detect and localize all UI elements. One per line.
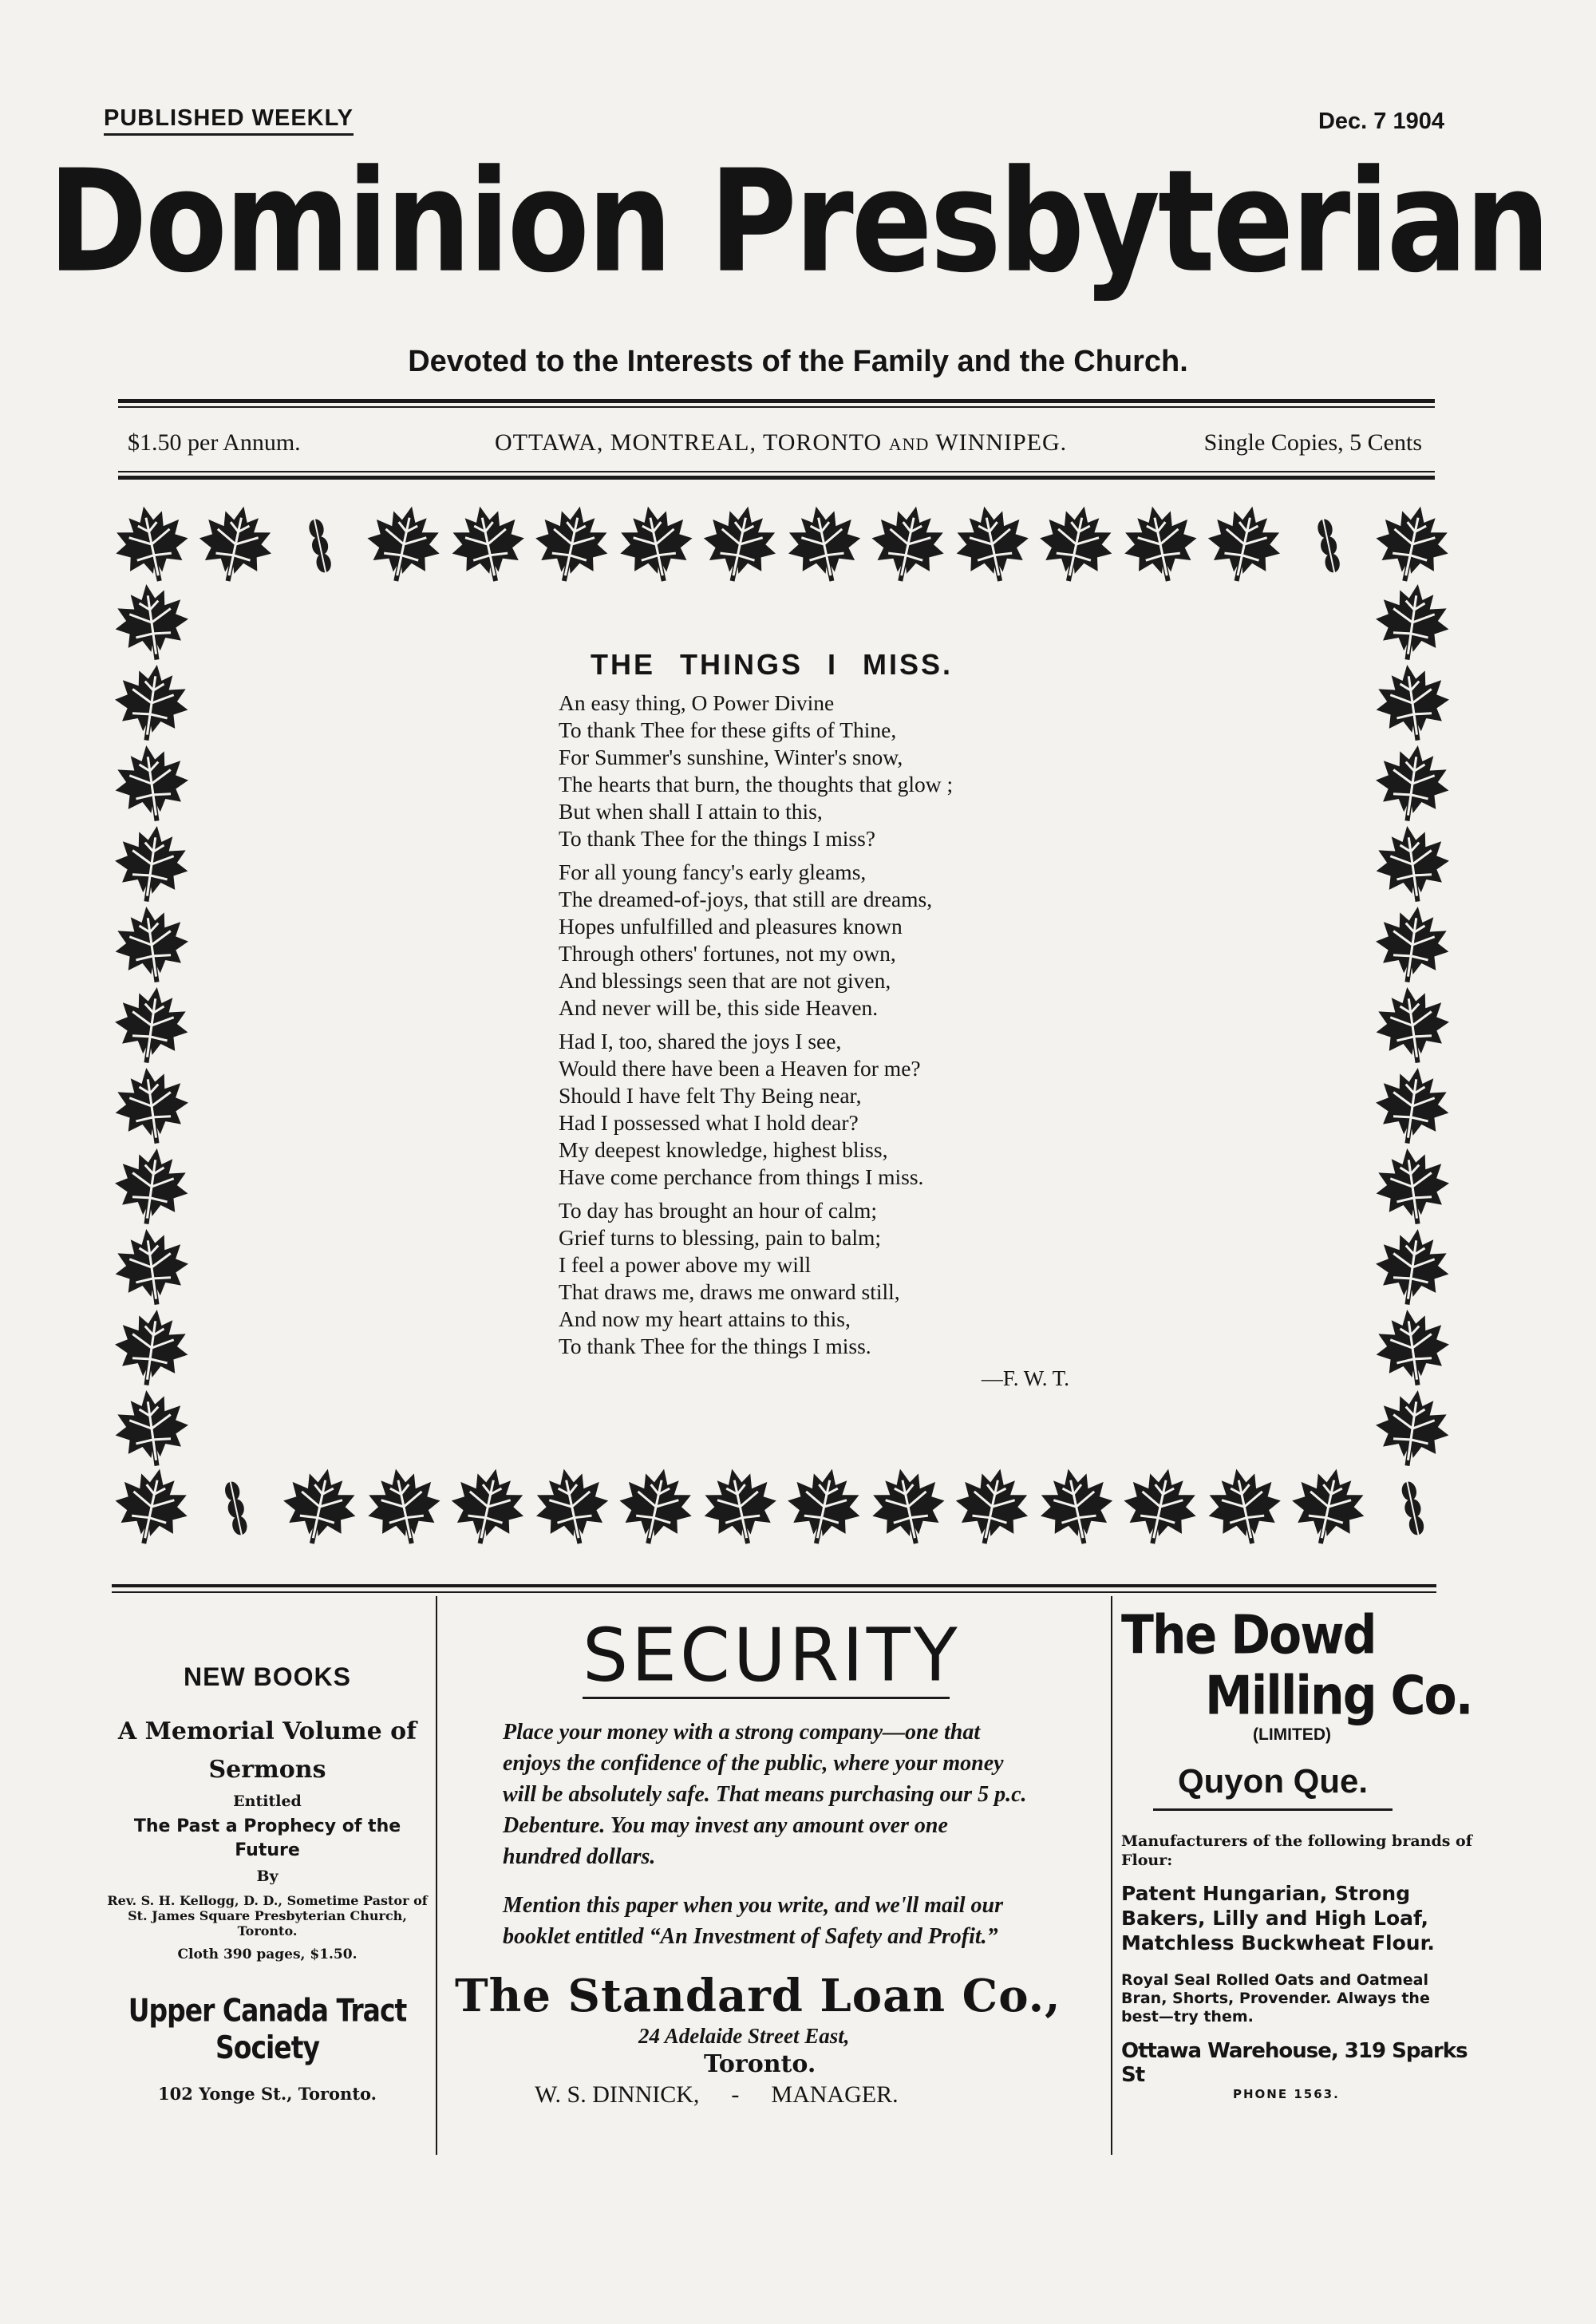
rule-top-2 — [118, 406, 1435, 408]
poem — [559, 648, 1117, 1391]
maple-leaf-ornament — [1373, 823, 1452, 905]
maple-leaf-ornament — [1203, 503, 1286, 587]
maple-leaf-ornament — [1373, 1306, 1452, 1389]
maple-seed-ornament — [222, 1479, 250, 1540]
rule-mid-1 — [118, 471, 1435, 472]
maple-leaf-ornament — [112, 903, 192, 986]
poem-line: To thank Thee for the things I miss. — [559, 1334, 871, 1358]
book-author: Rev. S. H. Kellogg, D. D., Sometime Pastor of St. James Square Presbyterian Church, Toronto. — [107, 1893, 428, 1939]
single-copy-price: Single Copies, 5 Cents — [1203, 429, 1422, 456]
maple-leaf-ornament — [112, 1065, 192, 1147]
maple-leaf-ornament — [361, 503, 445, 587]
maple-leaf-ornament — [112, 662, 192, 744]
loan-company-street: 24 Adelaide Street East, — [638, 2024, 850, 2048]
rule-top-1 — [118, 399, 1435, 403]
book-title: A Memorial Volume of Sermons — [117, 1717, 417, 1784]
maple-leaf-ornament — [112, 1387, 192, 1469]
maple-leaf-ornament — [1203, 1464, 1286, 1548]
poem-stanza-3 — [559, 1028, 1117, 1191]
poem-line: That draws me, draws me onward still, — [559, 1279, 900, 1304]
maple-leaf-ornament — [1373, 662, 1452, 744]
maple-leaf-ornament — [1373, 742, 1452, 824]
maple-seed-ornament — [1315, 516, 1343, 578]
poem-line: Have come perchance from things I miss. — [559, 1164, 924, 1189]
maple-leaf-ornament — [530, 1464, 614, 1548]
poem-line: Through others' fortunes, not my own, — [559, 941, 896, 966]
poem-author: —F. W. T. — [981, 1366, 1069, 1390]
maple-leaf-ornament — [1370, 503, 1452, 587]
book-entitled: Entitled — [233, 1792, 302, 1810]
maple-leaf-ornament — [1373, 1145, 1452, 1227]
maple-leaf-ornament — [1118, 503, 1202, 587]
maple-leaf-ornament — [950, 1464, 1034, 1548]
maple-leaf-ornament — [112, 1464, 194, 1548]
security-paragraph-1: Place your money with a strong company—one that enjoys the confidence of the public, where your money will be absolutely safe. That means purchasing our 5 p.c. Debenture. You may invest any amount over one hundred dollars. — [503, 1720, 1027, 1869]
poem-line: My deepest knowledge, highest bliss, — [559, 1137, 888, 1162]
poem-line: The dreamed-of-joys, that still are dreams, — [559, 887, 933, 911]
maple-leaf-ornament — [112, 1306, 192, 1389]
tagline: Devoted to the Interests of the Family and the Church. — [408, 345, 1188, 378]
issue-date: Dec. 7 1904 — [1317, 109, 1444, 134]
maple-leaf-ornament — [1373, 1065, 1452, 1147]
poem-line: Hopes unfulfilled and pleasures known — [559, 914, 903, 939]
maple-leaf-ornament — [614, 1464, 697, 1548]
rule-ads-2 — [112, 1591, 1436, 1593]
dowd-warehouse: Ottawa Warehouse, 319 Sparks St — [1121, 2039, 1468, 2087]
book-by: By — [256, 1868, 279, 1885]
poem-line: And never will be, this side Heaven. — [559, 995, 879, 1020]
maple-leaf-ornament — [446, 503, 530, 587]
maple-leaf-ornament — [950, 503, 1034, 587]
maple-leaf-ornament — [698, 503, 782, 587]
maple-leaf-ornament — [112, 1226, 192, 1308]
poem-stanza-2 — [559, 859, 1117, 1022]
new-books-ad — [104, 1648, 431, 2104]
security-heading: SECURITY — [583, 1612, 961, 1699]
dowd-other-products: Royal Seal Rolled Oats and Oatmeal Bran, Shorts, Provender. Always the best—try them. — [1121, 1971, 1430, 2026]
dowd-manufacturers: Manufacturers of the following brands of Flour: — [1121, 1832, 1472, 1869]
maple-leaf-ornament — [782, 503, 866, 587]
manager-dash: - — [731, 2081, 740, 2108]
cities-and: AND — [888, 434, 930, 454]
dowd-place: Quyon Que. — [1153, 1762, 1393, 1811]
poem-stanza-1 — [559, 690, 1117, 852]
maple-leaf-ornament — [1373, 581, 1452, 663]
dowd-phone: PHONE 1563. — [1233, 2087, 1340, 2101]
poem-line: Had I possessed what I hold dear? — [559, 1110, 859, 1135]
maple-leaf-ornament — [614, 503, 697, 587]
poem-line: An easy thing, O Power Divine — [559, 690, 835, 715]
maple-leaf-ornament — [112, 984, 192, 1066]
tract-society-name: Upper Canada Tract Society — [128, 1991, 407, 2066]
dowd-name-line-2: Milling Co. — [1205, 1665, 1472, 1728]
poem-line: For Summer's sunshine, Winter's snow, — [559, 745, 903, 769]
poem-line: To thank Thee for the things I miss? — [559, 826, 876, 851]
maple-leaf-ornament — [112, 503, 194, 587]
maple-leaf-ornament — [1118, 1464, 1202, 1548]
maple-leaf-ornament — [698, 1464, 782, 1548]
maple-leaf-ornament — [1373, 984, 1452, 1066]
newspaper-title: Dominion Presbyterian — [48, 140, 1548, 305]
maple-leaf-ornament — [1286, 1464, 1370, 1548]
cities-end: WINNIPEG. — [929, 429, 1068, 456]
maple-leaf-ornament — [1373, 1387, 1452, 1469]
maple-leaf-ornament — [1034, 503, 1118, 587]
poem-line: Should I have felt Thy Being near, — [559, 1083, 862, 1108]
maple-leaf-ornament — [112, 742, 192, 824]
loan-company-city: Toronto. — [704, 2050, 816, 2078]
rule-mid-2 — [118, 476, 1435, 480]
maple-leaf-ornament — [112, 581, 192, 663]
poem-line: For all young fancy's early gleams, — [559, 860, 867, 884]
dowd-flour-brands: Patent Hungarian, Strong Bakers, Lilly and High Loaf, Matchless Buckwheat Flour. — [1121, 1882, 1435, 1954]
maple-leaf-ornament — [361, 1464, 445, 1548]
poem-line: But when shall I attain to this, — [559, 799, 823, 824]
tract-society-address: 102 Yonge St., Toronto. — [158, 2084, 377, 2104]
maple-leaf-ornament — [112, 1145, 192, 1227]
maple-seed-ornament — [1399, 1479, 1427, 1540]
dowd-name-line-1: The Dowd — [1121, 1604, 1376, 1667]
security-heading-wrap — [583, 1612, 961, 1699]
cities-main: OTTAWA, MONTREAL, TORONTO — [495, 429, 889, 456]
poem-title: THE THINGS I MISS. — [591, 648, 954, 681]
book-subtitle: The Past a Prophecy of the Future — [133, 1816, 401, 1860]
maple-leaf-ornament — [530, 503, 614, 587]
maple-leaf-ornament — [1373, 903, 1452, 986]
dowd-milling-ad — [1121, 1604, 1472, 2101]
loan-company-name: The Standard Loan Co., — [455, 1970, 1061, 2022]
poem-line: And blessings seen that are not given, — [559, 968, 891, 993]
security-paragraph-2: Mention this paper when you write, and we'll mail our booklet entitled “An Investment of Safety and Profit.” — [503, 1893, 1004, 1949]
published-weekly-label: PUBLISHED WEEKLY — [104, 105, 354, 136]
poem-line: And now my heart attains to this, — [559, 1306, 851, 1331]
maple-leaf-ornament — [1373, 1226, 1452, 1308]
loan-manager-line — [535, 2081, 1085, 2109]
maple-seed-ornament — [306, 516, 334, 578]
poem-line: Had I, too, shared the joys I see, — [559, 1029, 842, 1053]
standard-loan-ad — [447, 1612, 1085, 2109]
maple-leaf-ornament — [782, 1464, 866, 1548]
poem-line: The hearts that burn, the thoughts that glow ; — [559, 772, 954, 796]
manager-name: W. S. DINNICK, — [535, 2081, 700, 2108]
rule-ads-1 — [112, 1584, 1436, 1587]
dowd-limited: (LIMITED) — [1253, 1725, 1331, 1744]
maple-leaf-ornament — [278, 1464, 361, 1548]
poem-stanza-4 — [559, 1197, 1117, 1360]
cities-line — [495, 429, 1067, 457]
poem-line: To day has brought an hour of calm; — [559, 1198, 878, 1223]
maple-leaf-ornament — [866, 503, 950, 587]
maple-leaf-ornament — [112, 823, 192, 905]
subscription-price: $1.50 per Annum. — [128, 429, 301, 456]
manager-title: MANAGER. — [771, 2081, 899, 2108]
column-divider-left — [436, 1596, 437, 2155]
maple-leaf-ornament — [446, 1464, 530, 1548]
maple-leaf-ornament — [1034, 1464, 1118, 1548]
column-divider-right — [1111, 1596, 1112, 2155]
maple-leaf-ornament — [194, 503, 278, 587]
maple-leaf-ornament — [866, 1464, 950, 1548]
poem-line: Would there have been a Heaven for me? — [559, 1056, 921, 1081]
book-binding-price: Cloth 390 pages, $1.50. — [177, 1947, 358, 1962]
poem-line: Grief turns to blessing, pain to balm; — [559, 1225, 882, 1250]
new-books-heading: NEW BOOKS — [184, 1662, 351, 1691]
poem-line: I feel a power above my will — [559, 1252, 812, 1277]
poem-line: To thank Thee for these gifts of Thine, — [559, 717, 897, 742]
